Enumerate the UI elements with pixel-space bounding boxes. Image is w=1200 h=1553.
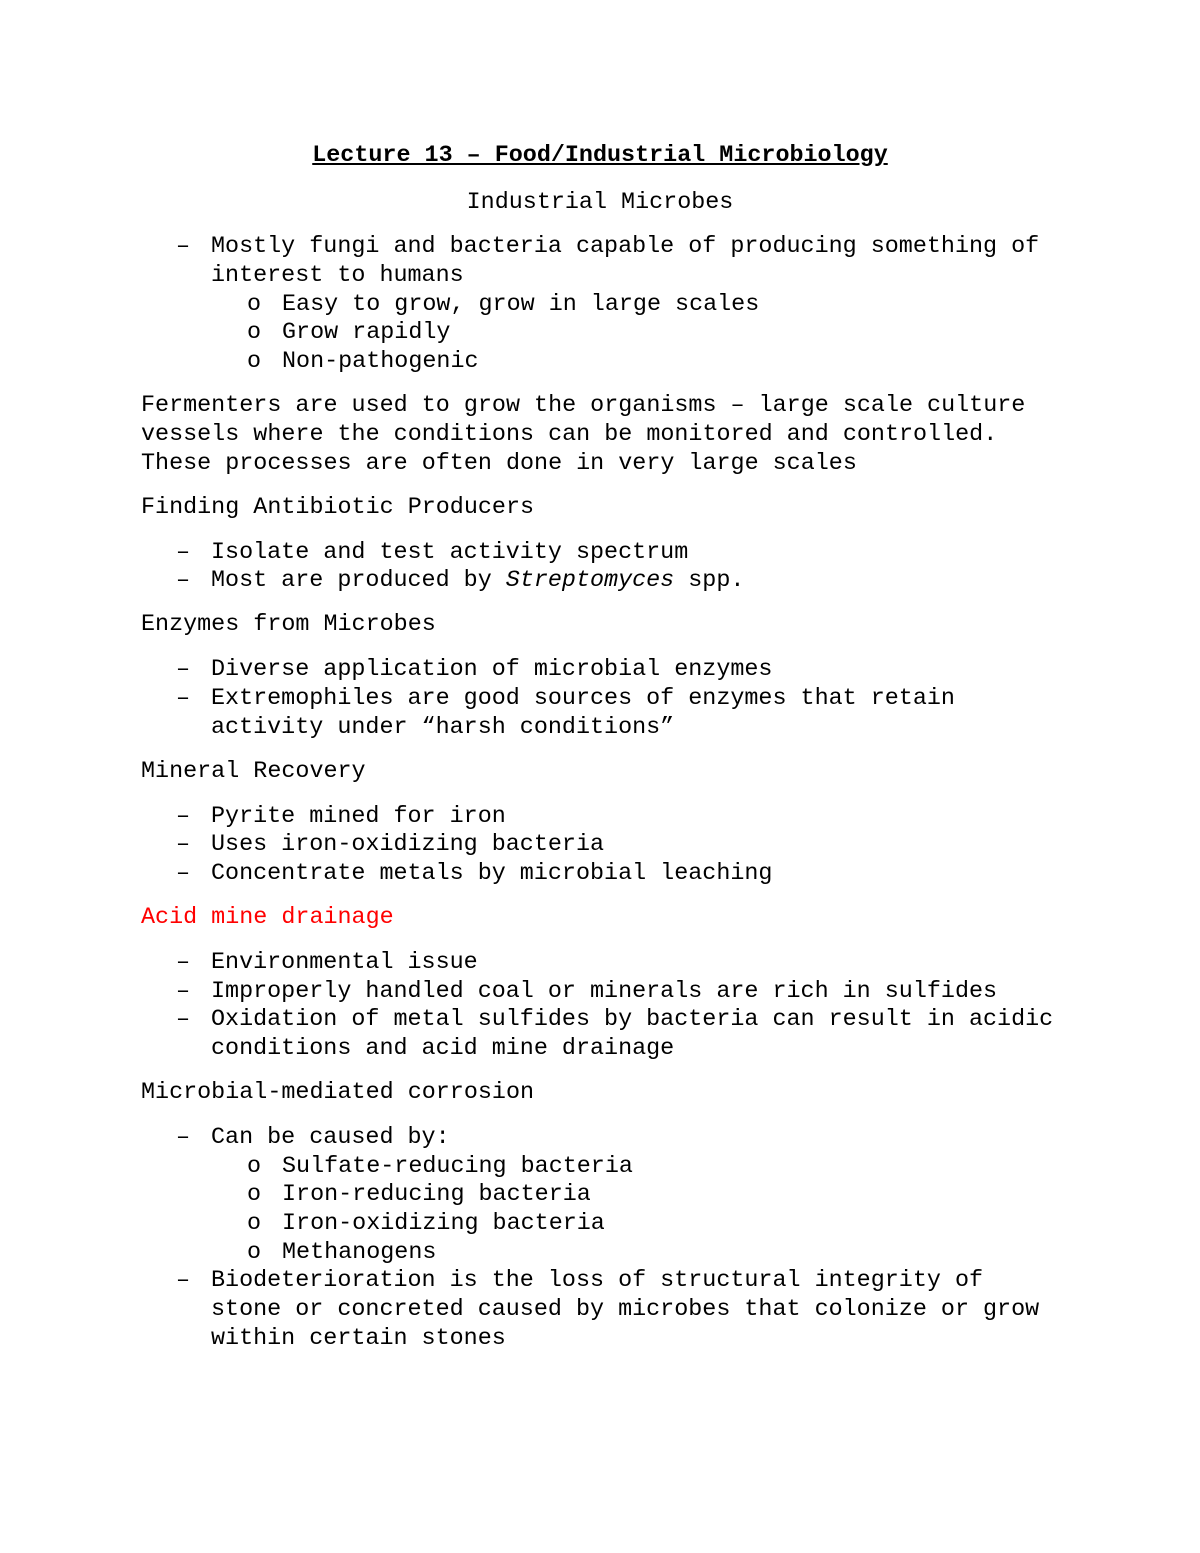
bullet-streptomyces-pre: Most are produced by [211, 568, 506, 594]
dash-bullet-marker: – [176, 832, 191, 858]
bullet-mostly-fungi-cont: interest to humans [211, 263, 464, 289]
bullet-biodeterioration: Biodeterioration is the loss of structural integrity of [211, 1268, 984, 1294]
sub-bullet-easy-to-grow: Easy to grow, grow in large scales [282, 292, 760, 318]
circle-bullet-marker: o [247, 320, 262, 346]
bullet-streptomyces [211, 567, 744, 595]
sub-bullet-grow-rapidly: Grow rapidly [282, 320, 451, 346]
section-heading-mineral-recovery: Mineral Recovery [141, 759, 366, 785]
dash-bullet-marker: – [176, 804, 191, 830]
bullet-streptomyces-post: spp. [674, 568, 745, 594]
dash-bullet-marker: – [176, 1268, 191, 1294]
circle-bullet-marker: o [247, 1154, 262, 1180]
bullet-diverse-application: Diverse application of microbial enzymes [211, 657, 773, 683]
section-heading-acid-mine-drainage: Acid mine drainage [141, 905, 394, 931]
streptomyces-genus: Streptomyces [505, 568, 675, 594]
dash-bullet-marker: – [176, 686, 191, 712]
bullet-microbial-leaching: Concentrate metals by microbial leaching [211, 861, 773, 887]
bullet-isolate-test: Isolate and test activity spectrum [211, 540, 689, 566]
sub-bullet-methanogens: Methanogens [282, 1240, 437, 1266]
circle-bullet-marker: o [247, 349, 262, 375]
dash-bullet-marker: – [176, 1007, 191, 1033]
section-heading-industrial-microbes: Industrial Microbes [466, 190, 734, 216]
section-heading-antibiotic-producers: Finding Antibiotic Producers [141, 495, 535, 521]
document-title: Lecture 13 – Food/Industrial Microbiology [312, 143, 888, 169]
bullet-improperly-handled: Improperly handled coal or minerals are rich in sulfides [211, 979, 998, 1005]
dash-bullet-marker: – [176, 568, 191, 594]
dash-bullet-marker: – [176, 861, 191, 887]
dash-bullet-marker: – [176, 234, 191, 260]
bullet-extremophiles: Extremophiles are good sources of enzymes that retain [211, 686, 955, 712]
bullet-pyrite: Pyrite mined for iron [211, 804, 506, 830]
sub-bullet-sulfate-reducing: Sulfate-reducing bacteria [282, 1154, 633, 1180]
bullet-iron-oxidizing: Uses iron-oxidizing bacteria [211, 832, 605, 858]
bullet-can-be-caused-by: Can be caused by: [211, 1125, 450, 1151]
circle-bullet-marker: o [247, 292, 262, 318]
dash-bullet-marker: – [176, 657, 191, 683]
paragraph-fermenters-line3: These processes are often done in very large scales [141, 451, 857, 477]
bullet-mostly-fungi: Mostly fungi and bacteria capable of producing something of [211, 234, 1040, 260]
bullet-environmental-issue: Environmental issue [211, 950, 478, 976]
circle-bullet-marker: o [247, 1211, 262, 1237]
circle-bullet-marker: o [247, 1240, 262, 1266]
bullet-extremophiles-cont: activity under “harsh conditions” [211, 715, 675, 741]
sub-bullet-non-pathogenic: Non-pathogenic [282, 349, 479, 375]
paragraph-fermenters-line2: vessels where the conditions can be monitored and controlled. [141, 422, 998, 448]
bullet-biodeterioration-cont2: within certain stones [211, 1326, 506, 1352]
circle-bullet-marker: o [247, 1182, 262, 1208]
dash-bullet-marker: – [176, 950, 191, 976]
sub-bullet-iron-oxidizing: Iron-oxidizing bacteria [282, 1211, 605, 1237]
dash-bullet-marker: – [176, 540, 191, 566]
paragraph-fermenters-line1: Fermenters are used to grow the organisms – large scale culture [141, 393, 1026, 419]
dash-bullet-marker: – [176, 1125, 191, 1151]
bullet-biodeterioration-cont1: stone or concreted caused by microbes that colonize or grow [211, 1297, 1040, 1323]
bullet-oxidation-sulfides-cont: conditions and acid mine drainage [211, 1036, 675, 1062]
dash-bullet-marker: – [176, 979, 191, 1005]
section-heading-enzymes: Enzymes from Microbes [141, 612, 436, 638]
section-heading-corrosion: Microbial-mediated corrosion [141, 1080, 535, 1106]
sub-bullet-iron-reducing: Iron-reducing bacteria [282, 1182, 591, 1208]
bullet-oxidation-sulfides: Oxidation of metal sulfides by bacteria can result in acidic [211, 1007, 1054, 1033]
